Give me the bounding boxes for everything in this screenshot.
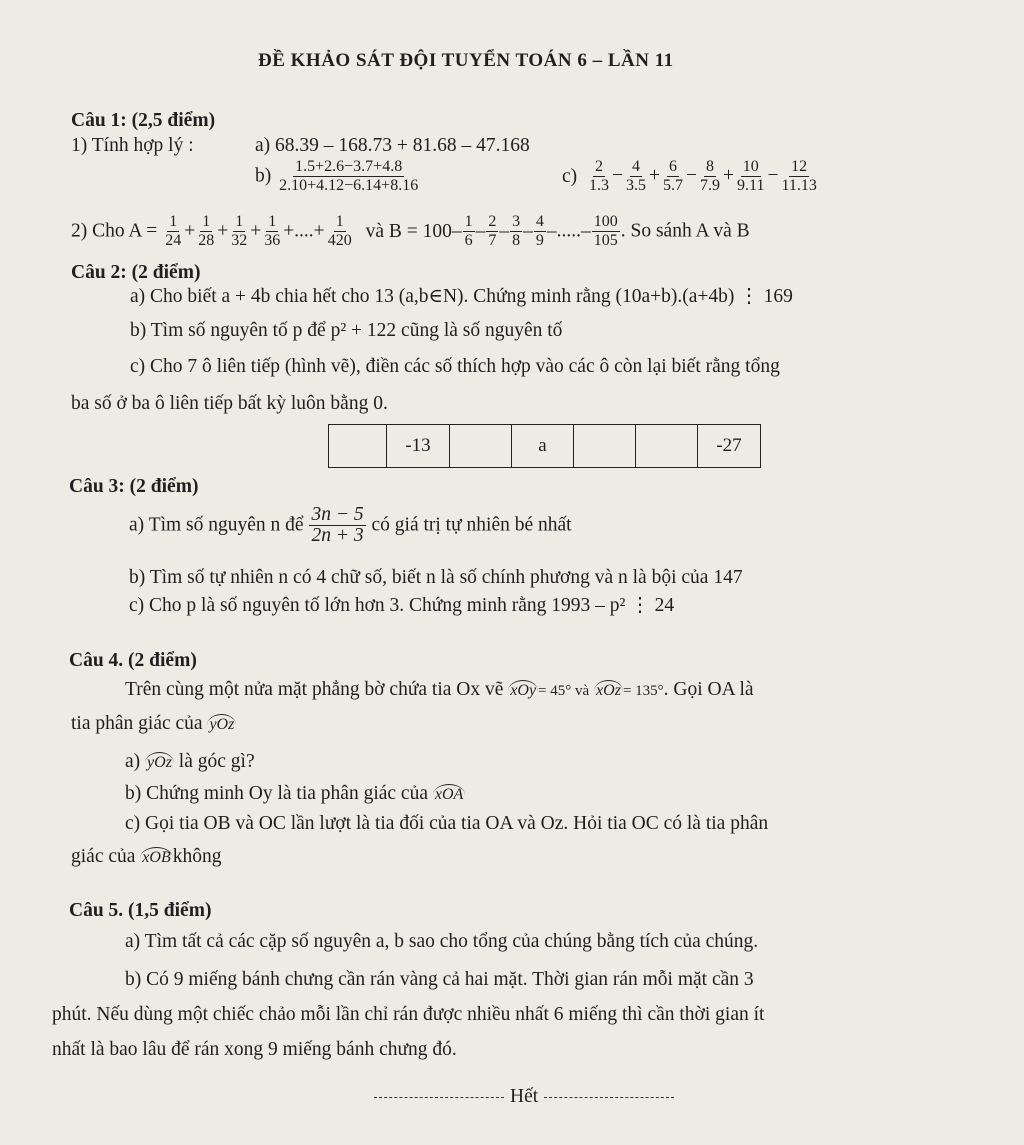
A-frac-3 — [229, 213, 249, 250]
denominator: 9 — [535, 232, 544, 249]
numerator: 4 — [535, 213, 544, 230]
numerator: 10 — [742, 158, 759, 175]
grid-cell — [636, 425, 698, 468]
q1-part1-label: 1) Tính hợp lý : — [71, 135, 194, 156]
q4-line1 — [125, 678, 754, 703]
compare-text: . So sánh A và B — [620, 220, 750, 242]
q1-c-label: c) — [562, 165, 578, 187]
operator: + — [217, 220, 229, 242]
denominator: 8 — [512, 232, 521, 249]
B-frac-4 — [534, 213, 546, 250]
q3-a-text: a) Tìm số nguyên n để — [129, 514, 304, 536]
numerator: 6 — [669, 158, 678, 175]
denominator: 1.3 — [589, 177, 610, 194]
ellipsis: –.....– — [546, 220, 591, 242]
A-frac-1 — [163, 213, 183, 250]
denominator: 5.7 — [663, 177, 684, 194]
operator: – — [523, 220, 533, 242]
q1-a — [255, 134, 530, 158]
q3-c: c) Cho p là số nguyên tố lớn hơn 3. Chứng minh rằng 1993 – p² ⋮ 24 — [129, 595, 675, 616]
numerator: 12 — [791, 158, 808, 175]
q4-a-text: là góc gì? — [178, 751, 255, 772]
q1-c-frac-6 — [779, 158, 818, 195]
q4-line1-suffix: . Gọi OA là — [663, 679, 754, 700]
q1-b-fraction — [277, 158, 420, 195]
q2-c-line1: c) Cho 7 ô liên tiếp (hình vẽ), điền các số thích hợp vào các ô còn lại biết rằng tổng — [130, 356, 780, 377]
q4-a — [125, 750, 255, 774]
numerator: 2 — [488, 213, 497, 230]
operator: + — [250, 220, 262, 242]
q3-b: b) Tìm số tự nhiên n có 4 chữ số, biết n là số chính phương và n là bội của 147 — [129, 567, 743, 588]
q2-c-line2: ba số ở ba ô liên tiếp bất kỳ luôn bằng 0. — [71, 393, 388, 414]
q1-c-frac-3 — [661, 158, 685, 195]
q1-b — [255, 158, 421, 195]
q1-c-frac-5 — [735, 158, 766, 195]
denominator: 9.11 — [737, 177, 765, 194]
denominator: 28 — [198, 232, 215, 249]
grid-cell: -13 — [387, 425, 450, 468]
grid-cell — [574, 425, 636, 468]
angle-xoy: xOy — [510, 682, 537, 699]
q4-a-label: a) — [125, 751, 141, 772]
B-frac-3 — [510, 213, 522, 250]
q1-a-label: a) — [255, 135, 271, 156]
q3-a-suffix: có giá trị tự nhiên bé nhất — [371, 514, 572, 536]
and-B-label: và B = 100 — [365, 220, 452, 242]
numerator: 1 — [169, 213, 178, 230]
numerator: 8 — [706, 158, 715, 175]
numerator: 1 — [464, 213, 473, 230]
operator: − — [612, 164, 624, 186]
A-frac-5 — [326, 213, 354, 250]
q4-b — [125, 782, 465, 806]
operator: – — [475, 220, 486, 242]
angle-xoz: xOz — [596, 682, 621, 699]
q5-a: a) Tìm tất cả các cặp số nguyên a, b sao cho tổng của chúng bằng tích của chúng. — [125, 931, 759, 952]
q4-c-line1: c) Gọi tia OB và OC lần lượt là tia đối của tia OA và Oz. Hỏi tia OC có là tia phân — [125, 813, 769, 834]
q4-line1-text: Trên cùng một nửa mặt phẳng bờ chứa tia Ox vẽ — [125, 679, 504, 700]
B-frac-1 — [463, 213, 475, 250]
operator: − — [686, 164, 698, 186]
denominator: 3.5 — [626, 177, 647, 194]
q1-c-frac-2 — [624, 158, 648, 195]
q2-heading: Câu 2: (2 điểm) — [71, 262, 201, 283]
numerator: 4 — [632, 158, 641, 175]
operator: − — [767, 164, 779, 186]
denominator: 7.9 — [700, 177, 721, 194]
end-label: Hết — [510, 1086, 539, 1107]
q1-part2-label: 2) Cho A = — [71, 220, 158, 242]
q3-a-fraction — [309, 505, 365, 546]
seven-cell-grid — [328, 424, 761, 468]
q1-c-frac-4 — [698, 158, 722, 195]
denominator: 11.13 — [781, 177, 817, 194]
numerator: 3n − 5 — [311, 504, 364, 525]
q1-c-frac-1 — [587, 158, 611, 195]
q1-part2 — [71, 213, 750, 250]
numerator: 2 — [595, 158, 604, 175]
q1-b-denominator: 2.10+4.12−6.14+8.16 — [279, 177, 419, 194]
q4-c-line2-text: giác của — [71, 846, 136, 867]
denominator: 7 — [488, 232, 497, 249]
angle-xoz-value: = 135° — [622, 683, 664, 699]
denominator: 6 — [464, 232, 473, 249]
angle-xob: xOB — [142, 849, 171, 866]
q4-line2 — [71, 712, 236, 736]
q4-c-line2 — [71, 845, 221, 869]
q4-b-text: b) Chứng minh Oy là tia phân giác của — [125, 783, 428, 804]
grid-cell — [329, 425, 387, 468]
q2-b: b) Tìm số nguyên tố p để p² + 122 cũng là số nguyên tố — [130, 320, 563, 341]
ellipsis: +....+ — [283, 220, 325, 242]
numerator: 1 — [335, 213, 344, 230]
denominator: 32 — [231, 232, 248, 249]
q1-b-label: b) — [255, 165, 272, 187]
denominator: 2n + 3 — [311, 525, 364, 546]
angle-yoz: yOz — [209, 716, 235, 733]
footer — [368, 1085, 680, 1109]
divider — [374, 1097, 504, 1098]
numerator: 1 — [235, 213, 244, 230]
operator: – — [451, 220, 462, 242]
q4-heading: Câu 4. (2 điểm) — [69, 650, 197, 671]
B-frac-2 — [486, 213, 498, 250]
q5-b-line2: phút. Nếu dùng một chiếc chảo mỗi lần chỉ rán được nhiều nhất 6 miếng thì cần thời gian ít — [52, 1004, 765, 1025]
divider — [544, 1097, 674, 1098]
grid-cell: a — [512, 425, 574, 468]
q1-a-expression: 68.39 – 168.73 + 81.68 – 47.168 — [275, 135, 530, 156]
q1-b-numerator: 1.5+2.6−3.7+4.8 — [295, 158, 403, 175]
numerator: 3 — [512, 213, 521, 230]
A-frac-4 — [262, 213, 282, 250]
q2-a: a) Cho biết a + 4b chia hết cho 13 (a,b∈N). Chứng minh rằng (10a+b).(a+4b) ⋮ 169 — [130, 286, 793, 307]
denominator: 24 — [165, 232, 182, 249]
q3-a — [129, 505, 572, 546]
angle-xoy-value: = 45° và — [538, 683, 590, 699]
page-title: ĐỀ KHẢO SÁT ĐỘI TUYỂN TOÁN 6 – LẦN 11 — [258, 50, 674, 71]
q4-c-line2-suffix: không — [172, 846, 222, 867]
q5-heading: Câu 5. (1,5 điểm) — [69, 900, 212, 921]
angle-xoa: xOA — [434, 786, 464, 803]
denominator: 105 — [593, 232, 618, 249]
numerator: 1 — [202, 213, 211, 230]
B-frac-5 — [592, 213, 620, 250]
q3-heading: Câu 3: (2 điểm) — [69, 476, 199, 497]
operator: + — [649, 164, 661, 186]
numerator: 100 — [593, 213, 618, 230]
q5-b-line1: b) Có 9 miếng bánh chưng cần rán vàng cả hai mặt. Thời gian rán mỗi mặt cần 3 — [125, 969, 754, 990]
q1-c — [562, 158, 820, 195]
numerator: 1 — [268, 213, 277, 230]
q4-line2-text: tia phân giác của — [71, 713, 203, 734]
q5-b-line3: nhất là bao lâu để rán xong 9 miếng bánh chưng đó. — [52, 1039, 457, 1060]
operator: + — [184, 220, 196, 242]
grid-cell — [450, 425, 512, 468]
q1-heading: Câu 1: (2,5 điểm) — [71, 110, 216, 131]
angle-yoz: yOz — [147, 754, 172, 771]
grid-cell: -27 — [698, 425, 761, 468]
operator: – — [499, 220, 510, 242]
denominator: 420 — [327, 232, 352, 249]
operator: + — [723, 164, 735, 186]
A-frac-2 — [196, 213, 216, 250]
denominator: 36 — [264, 232, 281, 249]
